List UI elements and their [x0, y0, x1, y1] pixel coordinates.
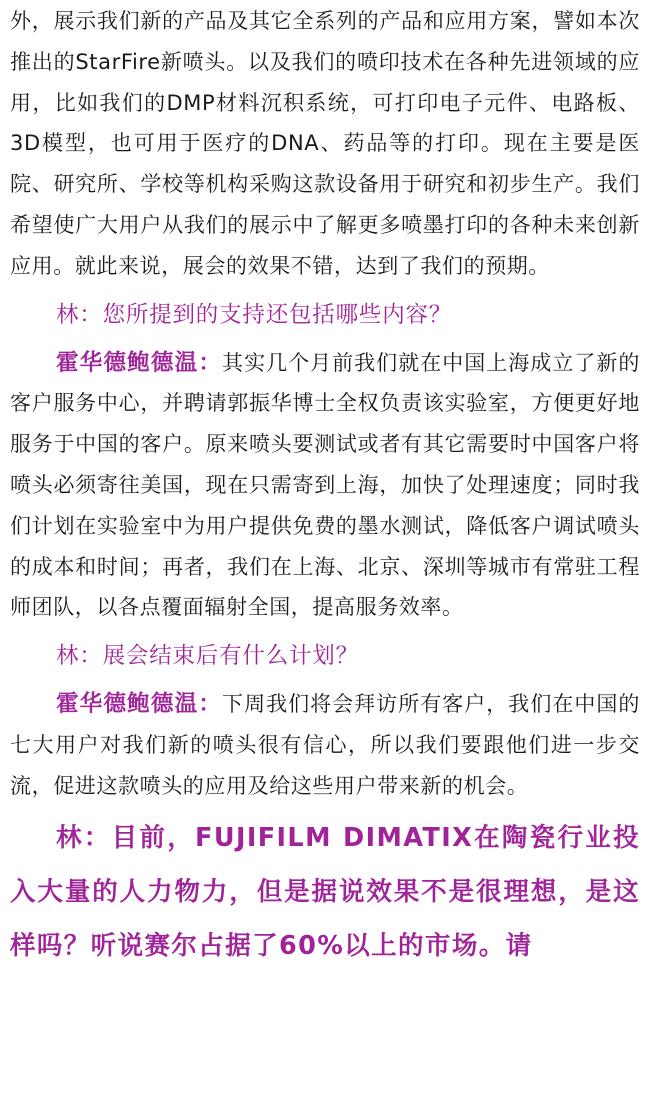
question-support: 林：您所提到的支持还包括哪些内容？ — [56, 301, 453, 328]
speaker-label: 霍华德鲍德温： — [56, 349, 223, 376]
speaker-label: 霍华德鲍德温： — [56, 691, 223, 718]
article-page — [10, 0, 640, 973]
question-plans: 林：展会结束后有什么计划？ — [56, 643, 359, 670]
intro-paragraph: 外，展示我们新的产品及其它全系列的产品和应用方案，譬如本次推出的StarFire新喷头。以及我们的喷印技术在各种先进领域的应用，比如我们的DMP材料沉积系统，可打印电子元件、电路板、3D模型，也可用于医疗的DNA、药品等的打印。现在主要是医院、研究所、学校等机构采购这款设备用于研究和初步生产。我们希望使广大用户从我们的展示中了解更多喷墨打印的各种未来创新应用。就此来说，展会的效果不错，达到了我们的预期。 — [10, 9, 640, 278]
answer-support — [10, 343, 640, 629]
answer-plans — [10, 684, 640, 806]
question-ceramics: 林：目前，FUJIFILM DIMATIX在陶瓷行业投入大量的人力物力，但是据说效果不是很理想，是这样吗？听说赛尔占据了60%以上的市场。请 — [10, 822, 640, 961]
answer-text: 下周我们将会拜访所有客户，我们在中国的七大用户对我们新的喷头很有信心，所以我们要跟他们进一步交流，促进这款喷头的应用及给这些用户带来新的机会。 — [10, 692, 640, 798]
answer-text: 其实几个月前我们就在中国上海成立了新的客户服务中心，并聘请郭振华博士全权负责该实验室，方便更好地服务于中国的客户。原来喷头要测试或者有其它需要时中国客户将喷头必须寄往美国，现在只需寄到上海，加快了处理速度；同时我们计划在实验室中为用户提供免费的墨水测试，降低客户调试喷头的成本和时间；再者，我们在上海、北京、深圳等城市有常驻工程师团队，以各点覆面辐射全国，提高服务效率。 — [10, 350, 640, 620]
